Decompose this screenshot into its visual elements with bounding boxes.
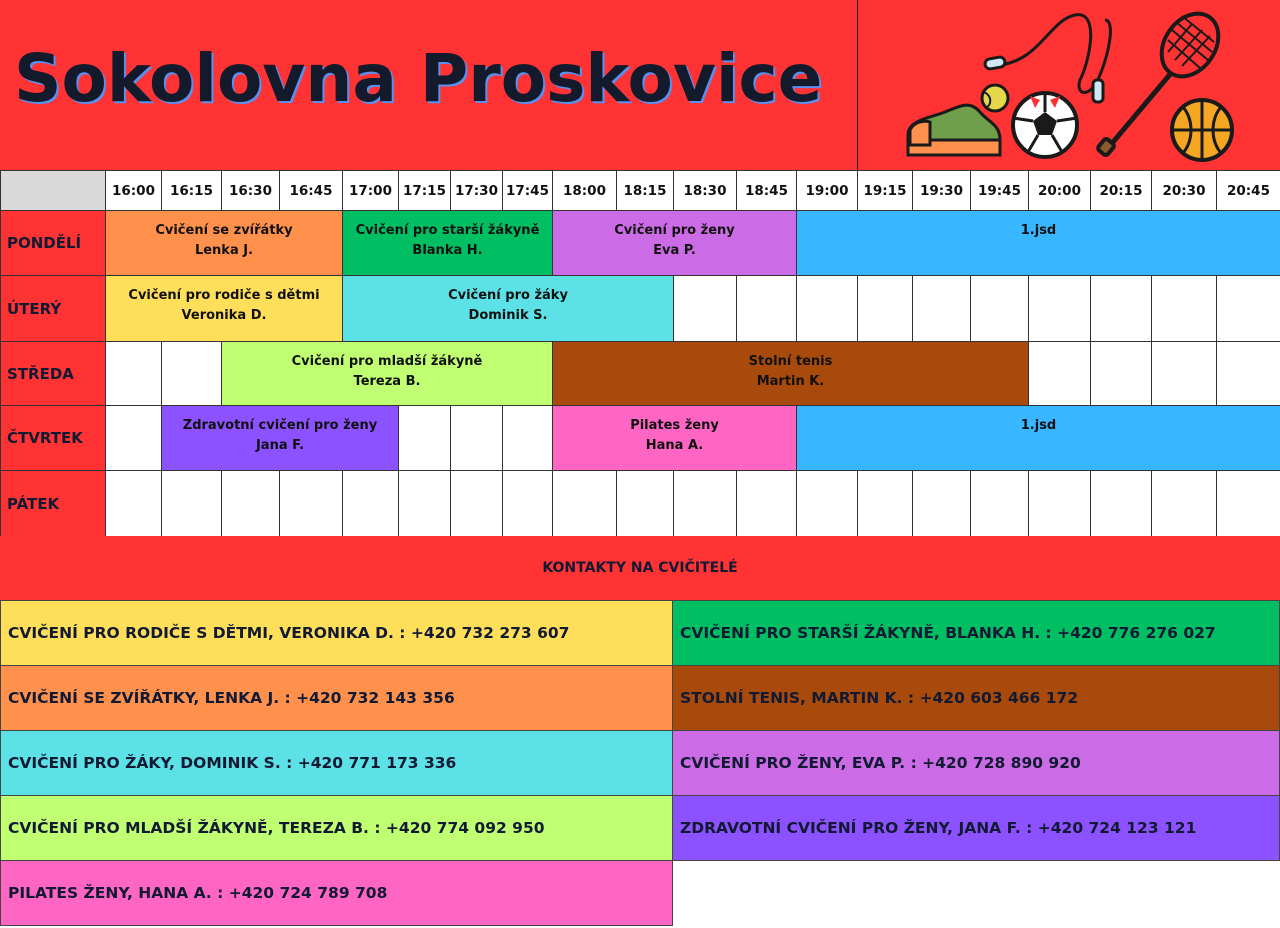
empty-slot bbox=[970, 275, 1029, 342]
contact-item: CVIČENÍ PRO ŽÁKY, DOMINIK S. : +420 771 173 336 bbox=[0, 730, 673, 796]
event-instructor: Eva P. bbox=[653, 243, 696, 258]
schedule-event bbox=[105, 275, 343, 342]
empty-slot bbox=[1090, 341, 1152, 406]
empty-slot bbox=[398, 470, 451, 537]
time-header-cell: 17:00 bbox=[342, 170, 399, 211]
empty-slot bbox=[1028, 470, 1091, 537]
time-header-cell: 17:15 bbox=[398, 170, 451, 211]
page-title: Sokolovna Proskovice bbox=[14, 40, 823, 117]
empty-slot bbox=[736, 275, 797, 342]
event-instructor: Blanka H. bbox=[412, 243, 483, 258]
time-header-cell: 19:00 bbox=[796, 170, 858, 211]
empty-slot bbox=[857, 470, 913, 537]
empty-slot bbox=[1151, 341, 1217, 406]
empty-slot bbox=[279, 470, 343, 537]
empty-slot bbox=[1151, 275, 1217, 342]
tennis-ball-icon bbox=[982, 85, 1008, 111]
schedule-table bbox=[0, 170, 1280, 536]
day-label: ČTVRTEK bbox=[0, 405, 106, 471]
event-instructor: Veronika D. bbox=[181, 308, 267, 323]
schedule-event bbox=[105, 210, 343, 276]
empty-slot bbox=[616, 470, 674, 537]
time-header-cell: 18:45 bbox=[736, 170, 797, 211]
time-header-cell: 16:15 bbox=[161, 170, 222, 211]
empty-slot bbox=[1216, 341, 1280, 406]
time-header-cell: 19:15 bbox=[857, 170, 913, 211]
time-header-cell: 16:00 bbox=[105, 170, 162, 211]
event-title: Cvičení pro žáky bbox=[448, 288, 568, 303]
empty-slot bbox=[161, 470, 222, 537]
time-header-cell: 17:30 bbox=[450, 170, 503, 211]
empty-slot bbox=[1216, 470, 1280, 537]
time-header-cell: 18:15 bbox=[616, 170, 674, 211]
empty-slot bbox=[673, 275, 737, 342]
empty-slot bbox=[105, 405, 162, 471]
empty-slot bbox=[673, 470, 737, 537]
empty-slot bbox=[796, 275, 858, 342]
time-header-cell: 18:30 bbox=[673, 170, 737, 211]
empty-slot bbox=[736, 470, 797, 537]
contact-item: ZDRAVOTNÍ CVIČENÍ PRO ŽENY, JANA F. : +420 724 123 121 bbox=[672, 795, 1280, 861]
schedule-event bbox=[342, 275, 674, 342]
empty-slot bbox=[105, 470, 162, 537]
basketball-icon bbox=[1172, 100, 1232, 160]
event-title: Cvičení pro rodiče s dětmi bbox=[128, 288, 320, 303]
empty-slot bbox=[502, 405, 553, 471]
event-title: Zdravotní cvičení pro ženy bbox=[182, 418, 378, 433]
schedule-event bbox=[161, 405, 399, 471]
event-title: Pilates ženy bbox=[630, 418, 719, 433]
empty-slot bbox=[857, 275, 913, 342]
time-header-cell: 20:00 bbox=[1028, 170, 1091, 211]
empty-slot bbox=[161, 341, 222, 406]
time-header-cell: 20:15 bbox=[1090, 170, 1152, 211]
empty-slot bbox=[105, 341, 162, 406]
time-header-cell: 20:30 bbox=[1151, 170, 1217, 211]
event-instructor: Jana F. bbox=[255, 438, 305, 453]
empty-slot bbox=[1151, 470, 1217, 537]
empty-slot bbox=[912, 470, 971, 537]
event-instructor: Dominik S. bbox=[468, 308, 548, 323]
contacts-section bbox=[0, 536, 1280, 928]
empty-slot bbox=[970, 470, 1029, 537]
schedule-event bbox=[552, 341, 1029, 406]
schedule-event bbox=[796, 210, 1280, 276]
empty-slot bbox=[342, 470, 399, 537]
event-instructor: Tereza B. bbox=[353, 374, 421, 389]
schedule-event bbox=[552, 405, 797, 471]
empty-slot bbox=[796, 470, 858, 537]
time-header-cell: 16:30 bbox=[221, 170, 280, 211]
event-title: Cvičení pro mladší žákyně bbox=[291, 354, 483, 369]
schedule-event bbox=[552, 210, 797, 276]
contact-item: CVIČENÍ PRO MLADŠÍ ŽÁKYNĚ, TEREZA B. : +420 774 092 950 bbox=[0, 795, 673, 861]
page-header bbox=[0, 0, 1280, 170]
schedule-corner bbox=[0, 170, 106, 211]
time-header-cell: 20:45 bbox=[1216, 170, 1280, 211]
empty-slot bbox=[912, 275, 971, 342]
day-label: ÚTERÝ bbox=[0, 275, 106, 342]
empty-slot bbox=[1090, 470, 1152, 537]
empty-slot bbox=[450, 405, 503, 471]
contact-item: CVIČENÍ SE ZVÍŘÁTKY, LENKA J. : +420 732 143 356 bbox=[0, 665, 673, 731]
empty-slot bbox=[1090, 275, 1152, 342]
contact-item: STOLNÍ TENIS, MARTIN K. : +420 603 466 172 bbox=[672, 665, 1280, 731]
day-label: STŘEDA bbox=[0, 341, 106, 406]
empty-slot bbox=[1028, 341, 1091, 406]
empty-slot bbox=[450, 470, 503, 537]
event-title: Stolní tenis bbox=[748, 354, 833, 369]
sneaker-icon bbox=[908, 105, 1000, 155]
contact-item: CVIČENÍ PRO RODIČE S DĚTMI, VERONIKA D. : +420 732 273 607 bbox=[0, 600, 673, 666]
contact-item: PILATES ŽENY, HANA A. : +420 724 789 708 bbox=[0, 860, 673, 926]
time-header-cell: 19:30 bbox=[912, 170, 971, 211]
schedule-event bbox=[221, 341, 553, 406]
event-title: Cvičení pro ženy bbox=[614, 223, 735, 238]
contacts-header: KONTAKTY NA CVIČITELÉ bbox=[0, 536, 1280, 600]
header-divider bbox=[857, 0, 858, 170]
event-instructor: Hana A. bbox=[645, 438, 704, 453]
empty-slot bbox=[1216, 275, 1280, 342]
contact-item: CVIČENÍ PRO STARŠÍ ŽÁKYNĚ, BLANKA H. : +420 776 276 027 bbox=[672, 600, 1280, 666]
event-title: Cvičení se zvířátky bbox=[155, 223, 293, 238]
empty-slot bbox=[552, 470, 617, 537]
time-header-cell: 18:00 bbox=[552, 170, 617, 211]
empty-slot bbox=[398, 405, 451, 471]
time-header-cell: 19:45 bbox=[970, 170, 1029, 211]
schedule-event bbox=[342, 210, 553, 276]
empty-slot bbox=[1028, 275, 1091, 342]
soccer-ball-icon bbox=[1013, 93, 1077, 157]
day-label: PONDĚLÍ bbox=[0, 210, 106, 276]
event-instructor: Martin K. bbox=[756, 374, 825, 389]
empty-slot bbox=[502, 470, 553, 537]
event-instructor: Lenka J. bbox=[194, 243, 254, 258]
empty-slot bbox=[221, 470, 280, 537]
day-label: PÁTEK bbox=[0, 470, 106, 537]
time-header-cell: 17:45 bbox=[502, 170, 553, 211]
event-title: Cvičení pro starší žákyně bbox=[355, 223, 540, 238]
contact-item: CVIČENÍ PRO ŽENY, EVA P. : +420 728 890 920 bbox=[672, 730, 1280, 796]
time-header-cell: 16:45 bbox=[279, 170, 343, 211]
event-title: 1.jsd bbox=[1020, 223, 1057, 238]
event-title: 1.jsd bbox=[1020, 418, 1057, 433]
schedule-event bbox=[796, 405, 1280, 471]
sports-illustration bbox=[890, 0, 1250, 170]
